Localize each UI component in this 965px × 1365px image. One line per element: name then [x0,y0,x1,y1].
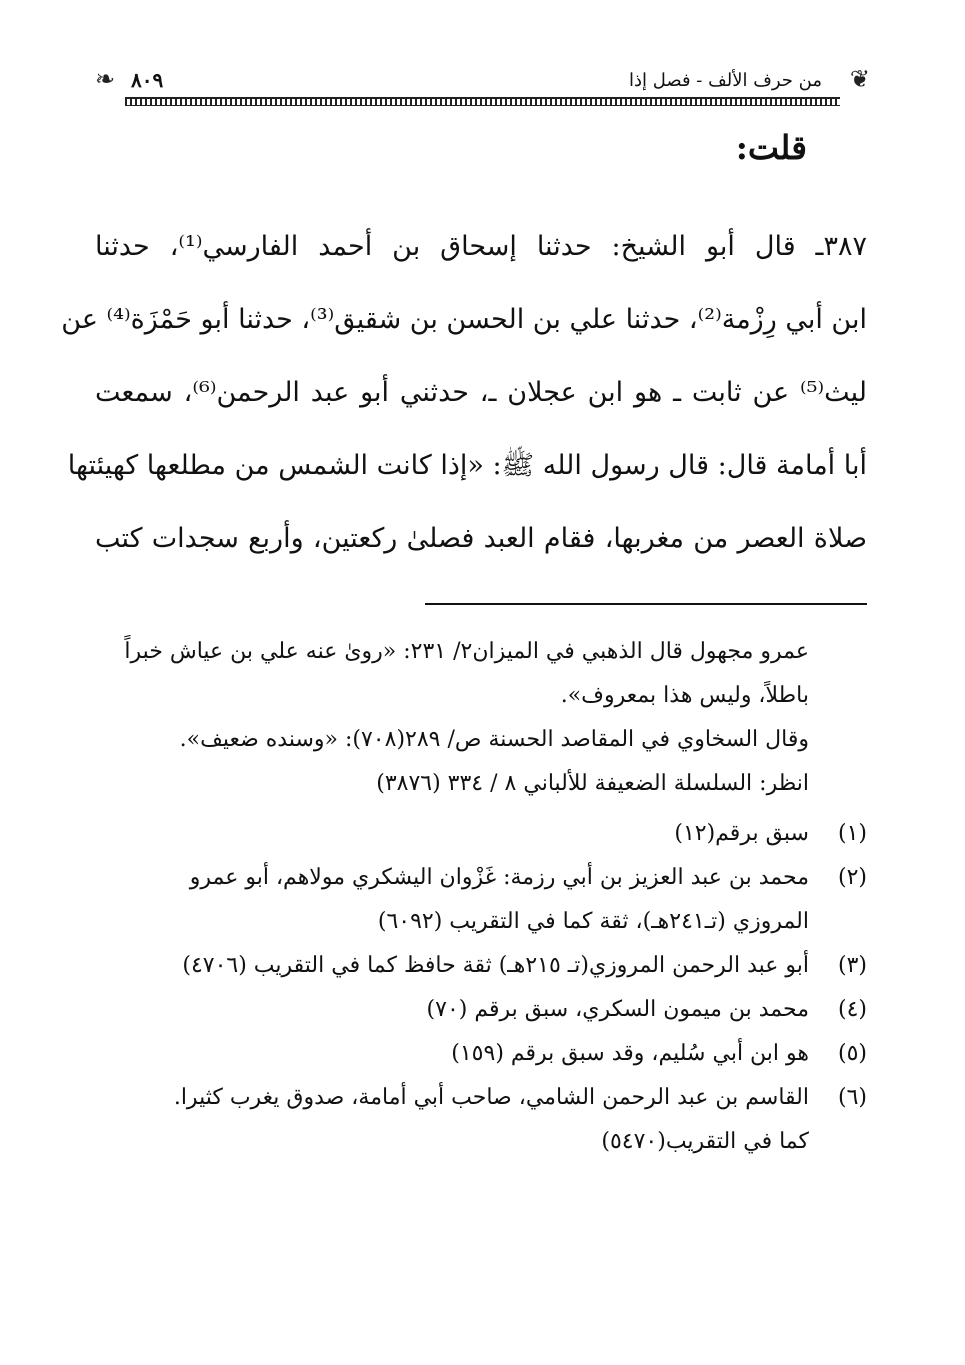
continued-note-line: عمرو مجهول قال الذهبي في الميزان٢/ ٢٣١: «رویٰ عنه علي بن عياش خبراً [124,639,809,664]
footnote-4 [95,988,867,1032]
main-text [61,222,867,587]
footnote-2 [95,856,867,944]
footnote-text: محمد بن عبد العزيز بن أبي رزمة: غَزْوان اليشكري مولاهم، أبو عمرو [189,865,809,890]
ornament-right-icon: ❦ [849,65,870,93]
footnote-text: القاسم بن عبد الرحمن الشامي، صاحب أبي أمامة، صدوق يغرب كثيرا. [173,1085,809,1110]
ornament-left-icon: ❧ [95,65,116,93]
page-number: ٨٠٩ [131,68,164,92]
main-line: صلاة العصر من مغربها، فقام العبد فصلىٰ ركعتين، وأربع سجدات كتب [95,523,867,554]
footnote-text: محمد بن ميمون السكري، سبق برقم (٧٠) [426,997,809,1022]
footnote-6 [95,1076,867,1164]
main-line: ابن أبي رِزْمة⁽²⁾، حدثنا علي بن الحسن بن شقيق⁽³⁾، حدثنا أبو حَمْزَة⁽⁴⁾ عن [61,304,867,335]
footnote-text: سبق برقم(١٢) [674,821,809,846]
footnote-5 [95,1032,867,1076]
footnote-text: أبو عبد الرحمن المروزي(تـ ٢١٥هـ) ثقة حافظ كما في التقريب (٤٧٠٦) [182,953,809,978]
continued-note-line: انظر: السلسلة الضعيفة للألباني ٨ / ٣٣٤ (٣٨٧٦) [376,771,809,796]
footnote-number: (٢) [837,865,867,890]
main-line: ليث⁽⁵⁾ عن ثابت ـ هو ابن عجلان ـ، حدثني أبو عبد الرحمن⁽⁶⁾، سمعت [95,377,867,408]
page-header [95,62,870,106]
footnote-number: (٥) [837,1041,867,1066]
continued-note-line: وقال السخاوي في المقاصد الحسنة ص/ ٢٨٩(٧٠٨): «وسنده ضعيف». [179,727,809,752]
footnotes-section [95,630,867,1164]
footnote-number: (٦) [837,1085,867,1110]
footnote-separator [425,603,867,605]
footnote-3 [95,944,867,988]
footnote-text: كما في التقريب(٥٤٧٠) [601,1129,809,1154]
footnote-number: (١) [837,821,867,846]
main-line: أبا أمامة قال: قال رسول الله ﷺ: «إذا كانت الشمس من مطلعها كهيئتها [67,450,867,481]
footnote-number: (٣) [837,953,867,978]
continued-note [95,630,867,806]
main-line: ٣٨٧ـ قال أبو الشيخ: حدثنا إسحاق بن أحمد الفارسي⁽¹⁾، حدثنا [95,231,867,262]
continued-note-line: باطلاً، وليس هذا بمعروف». [560,683,809,708]
header-rule [125,97,840,106]
section-label: قلت: [735,128,807,167]
footnote-1 [95,812,867,856]
footnote-number: (٤) [837,997,867,1022]
footnote-text: المروزي (تـ٢٤١هـ)، ثقة كما في التقريب (٦٠٩٢) [377,909,809,934]
footnote-text: هو ابن أبي سُليم، وقد سبق برقم (١٥٩) [451,1041,809,1066]
running-title: من حرف الألف - فصل إذا [629,70,822,91]
